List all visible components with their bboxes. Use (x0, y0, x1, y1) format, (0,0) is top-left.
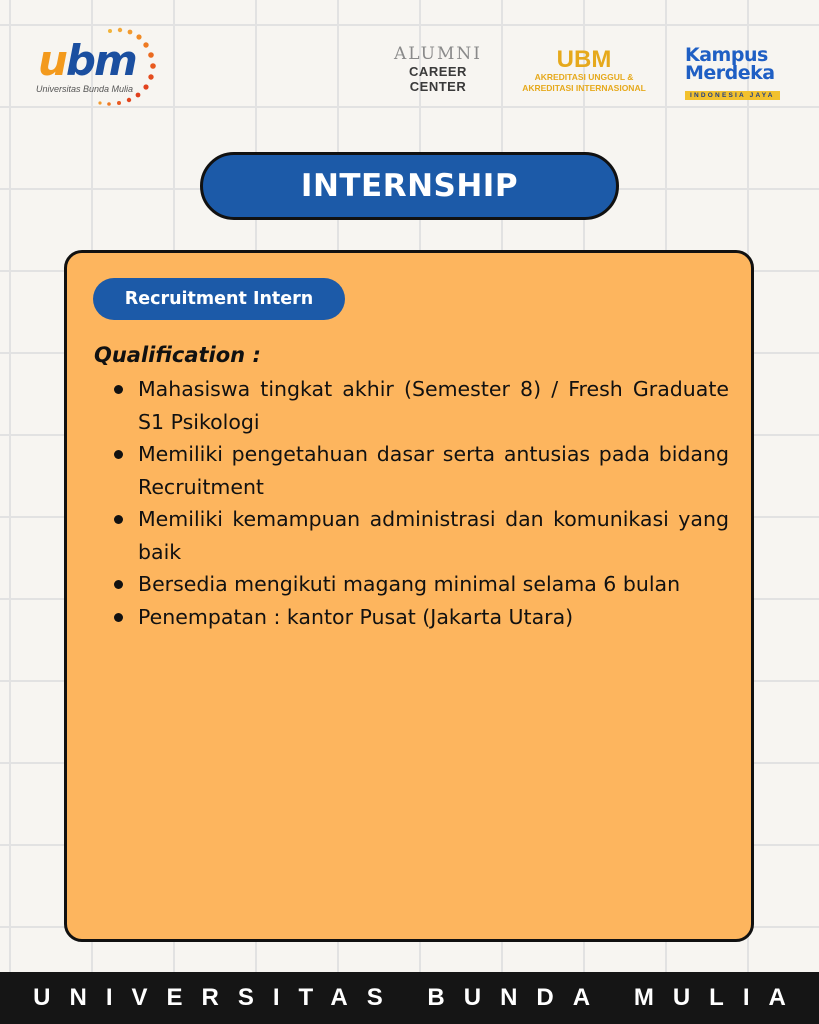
qualification-list (108, 373, 729, 633)
bullet-icon (114, 613, 123, 622)
qualification-item (108, 373, 729, 438)
bullet-icon (114, 450, 123, 459)
kampus-logo-line2: Merdeka (685, 62, 775, 85)
ubm-logo (32, 26, 162, 112)
kampus-merdeka-logo (685, 46, 795, 104)
bullet-icon (114, 515, 123, 524)
alumni-logo-subtitle: CAREER CENTER (409, 64, 467, 94)
job-card (64, 250, 754, 942)
qualification-item (108, 503, 729, 568)
qualification-heading: Qualification : (94, 343, 261, 367)
position-tag-label: Recruitment Intern (124, 289, 314, 309)
qualification-text: Mahasiswa tingkat akhir (Semester 8) / Fresh Graduate S1 Psikologi (138, 377, 729, 434)
footer-bar (0, 972, 819, 1024)
bullet-icon (114, 580, 123, 589)
page-title: INTERNSHIP (300, 168, 519, 204)
qualification-item (108, 601, 729, 634)
qualification-item (108, 438, 729, 503)
accreditation-logo-line1: AKREDITASI UNGGUL & (534, 72, 634, 82)
qualification-item (108, 568, 729, 601)
alumni-career-center-logo (388, 46, 488, 98)
bullet-icon (114, 385, 123, 394)
kampus-logo-line1: Kampus (685, 44, 768, 66)
qualification-text: Bersedia mengikuti magang minimal selama 6 bulan (138, 572, 681, 596)
accreditation-logo-title: UBM (556, 46, 612, 73)
ubm-logo-subtitle: Universitas Bunda Mulia (36, 84, 134, 94)
qualification-text: Memiliki pengetahuan dasar serta antusias pada bidang Recruitment (138, 442, 729, 499)
position-tag (93, 278, 345, 320)
footer-text: UNIVERSITAS BUNDA MULIA (33, 984, 805, 1011)
alumni-logo-title: ALUMNI (394, 44, 482, 64)
kampus-logo-tagline: INDONESIA JAYA (685, 91, 780, 100)
qualification-text: Penempatan : kantor Pusat (Jakarta Utara) (138, 604, 574, 629)
accreditation-logo (503, 48, 665, 93)
qualification-text: Memiliki kemampuan administrasi dan komunikasi yang baik (138, 507, 729, 564)
ubm-logo-wordmark: ubm (38, 36, 136, 85)
page-title-banner (200, 152, 619, 220)
accreditation-logo-line2: AKREDITASI INTERNASIONAL (522, 82, 646, 93)
